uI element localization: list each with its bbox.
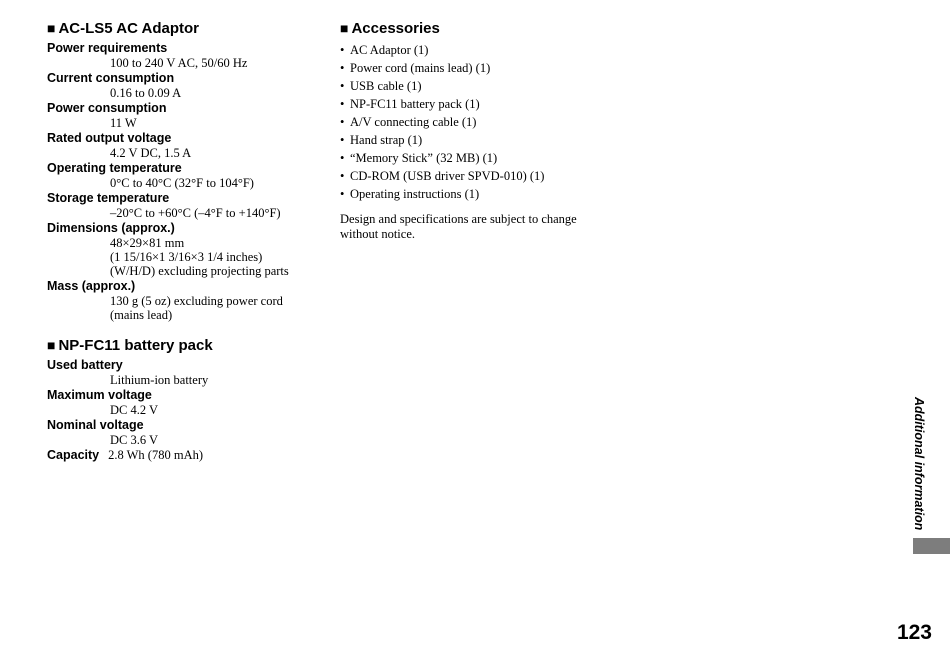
spec-value-line: DC 3.6 V <box>110 433 159 447</box>
spec-value <box>47 433 317 447</box>
battery-spec-list <box>47 357 317 447</box>
spec-label: Maximum voltage <box>47 388 152 402</box>
accessory-list-item: • “Memory Stick” (32 MB) (1) <box>340 149 610 167</box>
page-number: 123 <box>896 621 932 644</box>
spec-value-line: (1 15/16×1 3/16×3 1/4 inches) <box>110 250 263 264</box>
spec-value: 2.8 Wh (780 mAh) <box>108 448 204 462</box>
spec-capacity <box>47 447 317 463</box>
spec-value-line: 4.2 V DC, 1.5 A <box>110 146 192 160</box>
spec-value-line: 100 to 240 V AC, 50/60 Hz <box>110 56 248 70</box>
spec-value-line: 11 W <box>110 116 137 130</box>
spec-item <box>47 357 317 387</box>
spec-value <box>47 116 317 130</box>
right-column <box>340 18 610 242</box>
spec-label: Nominal voltage <box>47 418 144 432</box>
section-side-tab <box>911 397 929 532</box>
battery-section-title: ■ NP-FC11 battery pack <box>47 337 213 354</box>
spec-label: Capacity <box>47 448 100 462</box>
spec-value <box>47 206 317 220</box>
spec-item <box>47 130 317 160</box>
spec-value <box>47 294 317 322</box>
spec-value-line: DC 4.2 V <box>110 403 159 417</box>
spec-value-line: 48×29×81 mm <box>110 236 185 250</box>
adaptor-section-title: ■ AC-LS5 AC Adaptor <box>47 20 200 37</box>
spec-item <box>47 220 317 278</box>
spec-value <box>47 146 317 160</box>
spec-label: Power requirements <box>47 41 168 55</box>
black-square-icon: ■ <box>340 20 349 36</box>
accessory-list-item: • Hand strap (1) <box>340 131 610 149</box>
accessory-list-item: • USB cable (1) <box>340 77 610 95</box>
spec-label: Power consumption <box>47 101 167 115</box>
accessory-list-item: • NP-FC11 battery pack (1) <box>340 95 610 113</box>
black-square-icon: ■ <box>47 337 56 353</box>
spec-label: Operating temperature <box>47 161 182 175</box>
accessories-section-title: ■ Accessories <box>340 20 440 37</box>
accessory-list-item: • A/V connecting cable (1) <box>340 113 610 131</box>
spec-value <box>47 403 317 417</box>
spec-value <box>47 373 317 387</box>
accessory-list-item: • AC Adaptor (1) <box>340 41 610 59</box>
accessory-list-item: • Power cord (mains lead) (1) <box>340 59 610 77</box>
spec-value <box>47 176 317 190</box>
spec-item <box>47 387 317 417</box>
spec-item <box>47 100 317 130</box>
accessory-list-item: • CD-ROM (USB driver SPVD-010) (1) <box>340 167 610 185</box>
spec-label: Current consumption <box>47 71 175 85</box>
spec-value-line: 130 g (5 oz) excluding power cord <box>110 294 283 308</box>
black-square-icon: ■ <box>47 20 56 36</box>
section-tab-marker <box>913 538 950 554</box>
left-column <box>47 18 317 463</box>
spec-value <box>47 56 317 70</box>
spec-value <box>47 86 317 100</box>
spec-value <box>47 236 317 278</box>
spec-item <box>47 40 317 70</box>
spec-label: Rated output voltage <box>47 131 172 145</box>
spec-item <box>47 417 317 447</box>
spec-value-line: –20°C to +60°C (–4°F to +140°F) <box>110 206 281 220</box>
spec-value-line: 0.16 to 0.09 A <box>110 86 182 100</box>
spec-notice: Design and specifications are subject to change without notice. <box>340 212 577 241</box>
spec-label: Storage temperature <box>47 191 170 205</box>
spec-value-line: Lithium-ion battery <box>110 373 209 387</box>
spec-item <box>47 190 317 220</box>
spec-item <box>47 278 317 322</box>
accessory-list-item: • Operating instructions (1) <box>340 185 610 203</box>
spec-label: Dimensions (approx.) <box>47 221 175 235</box>
accessories-list <box>340 41 610 203</box>
spec-label: Mass (approx.) <box>47 279 136 293</box>
spec-item <box>47 160 317 190</box>
spec-value-line: (W/H/D) excluding projecting parts <box>110 264 289 278</box>
spec-value-line: (mains lead) <box>110 308 173 322</box>
side-tab-label: Additional information <box>912 397 926 531</box>
spec-value-line: 0°C to 40°C (32°F to 104°F) <box>110 176 254 190</box>
spec-item <box>47 70 317 100</box>
adaptor-spec-list <box>47 40 317 322</box>
spec-label: Used battery <box>47 358 123 372</box>
